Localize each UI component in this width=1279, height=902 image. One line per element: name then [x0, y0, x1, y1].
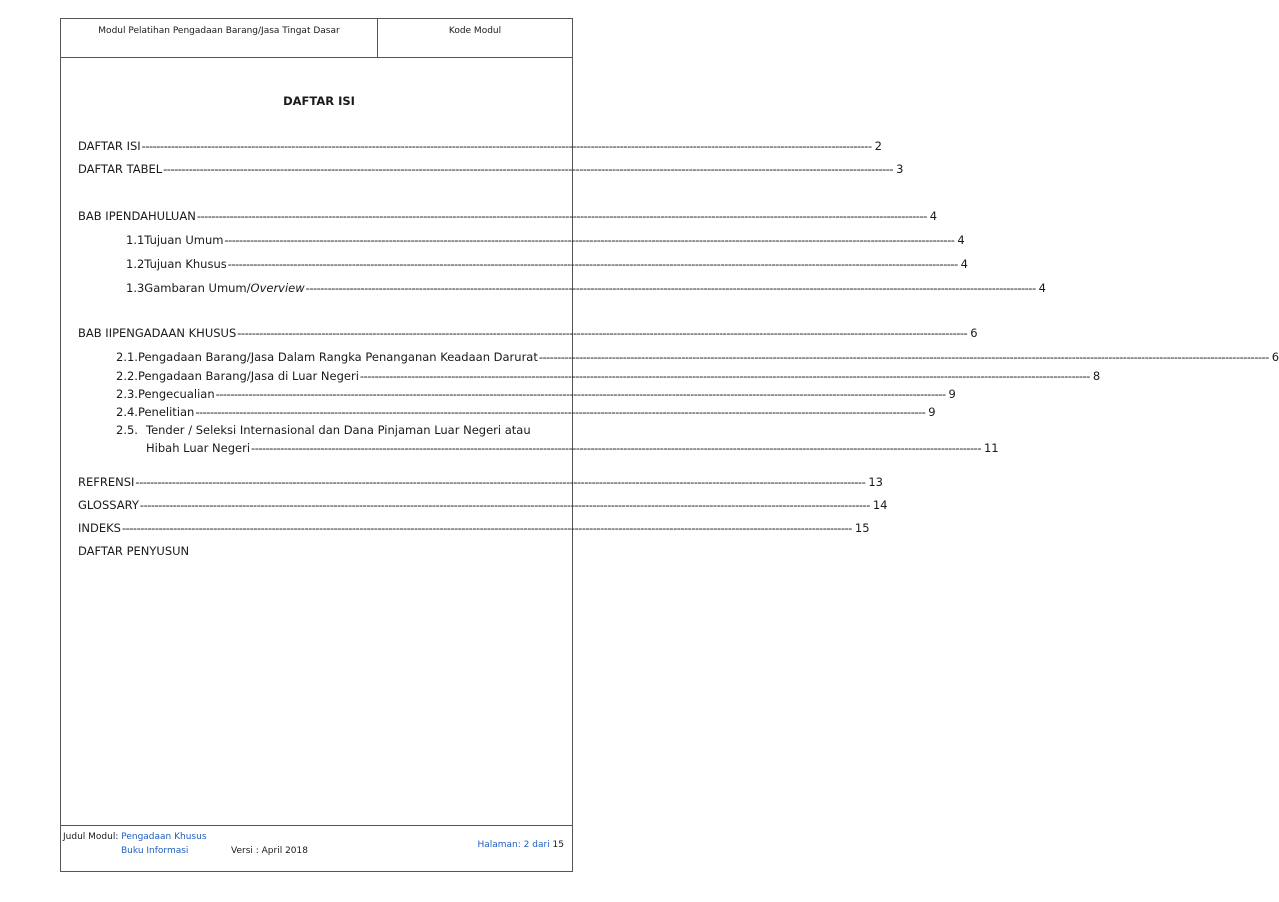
- halaman-total: 15: [552, 840, 564, 850]
- toc-entry-label: DAFTAR PENYUSUN: [78, 544, 190, 558]
- toc-leader: --------------------------------------------------------------------------------------------------------------------------------------------------------------------------------------------------------: [195, 405, 926, 419]
- toc-leader: --------------------------------------------------------------------------------------------------------------------------------------------------------------------------------------------------------: [538, 350, 1269, 364]
- module-title: Modul Pelatihan Pengadaan Barang/Jasa Tingat Dasar: [61, 19, 378, 57]
- toc-entry-page: 4: [929, 209, 938, 223]
- toc-entry[interactable]: [78, 498, 888, 514]
- toc-entry-page: 3: [896, 162, 904, 176]
- versi-label: Versi : April 2018: [231, 846, 308, 856]
- toc-entry-label: PENGADAAN KHUSUS: [112, 326, 237, 340]
- toc-entry-num: 2.5.: [116, 423, 138, 437]
- judul-value: Pengadaan Khusus: [121, 832, 207, 842]
- toc-entry[interactable]: [116, 423, 566, 439]
- halaman-label: Halaman: 2 dari: [477, 840, 550, 850]
- toc-entry-label: DAFTAR ISI: [78, 139, 141, 153]
- page-header: [61, 19, 572, 58]
- toc-entry[interactable]: [78, 162, 904, 178]
- toc-entry-label: Gambaran Umum/: [144, 281, 251, 295]
- toc-entry-bab: BAB I: [78, 209, 109, 223]
- toc-leader: --------------------------------------------------------------------------------------------------------------------------------------------------------------------------------------------------------: [359, 369, 1090, 383]
- page-footer: [61, 825, 572, 871]
- toc-entry-page: 9: [948, 387, 956, 401]
- toc-entry[interactable]: [116, 350, 1279, 366]
- toc-entry-num: 1.2: [126, 257, 145, 271]
- toc-entry-continued[interactable]: [146, 441, 999, 457]
- toc-entry-label: GLOSSARY: [78, 498, 139, 512]
- toc-entry-page: 13: [868, 475, 883, 489]
- toc-leader: --------------------------------------------------------------------------------------------------------------------------------------------------------------------------------------------------------: [141, 139, 872, 153]
- toc-entry-label: REFRENSI: [78, 475, 135, 489]
- toc-entry-page: 8: [1092, 369, 1101, 383]
- toc-entry-label: Pengecualian: [137, 387, 215, 401]
- buku-label: Buku Informasi: [121, 846, 189, 856]
- toc-entry[interactable]: [126, 257, 968, 273]
- toc-entry-label: Hibah Luar Negeri: [146, 441, 251, 455]
- toc-entry[interactable]: [78, 326, 978, 342]
- toc-entry[interactable]: [126, 281, 1046, 297]
- toc-entry[interactable]: [78, 475, 883, 491]
- toc-entry-label-em: Overview: [250, 281, 305, 295]
- toc-entry[interactable]: [78, 544, 378, 560]
- toc-entry-label: Tender / Seleksi Internasional dan Dana Pinjaman Luar Negeri atau: [146, 423, 531, 437]
- toc-entry-page: 4: [957, 233, 965, 247]
- toc-entry-bab: BAB II: [78, 326, 113, 340]
- toc-entry-num: 1.1: [126, 233, 145, 247]
- toc-entry-page: 11: [983, 441, 999, 455]
- toc-entry-num: 2.2.: [116, 369, 138, 383]
- toc-entry-label: DAFTAR TABEL: [78, 162, 163, 176]
- toc-entry[interactable]: [78, 521, 870, 537]
- toc-entry[interactable]: [116, 405, 936, 421]
- module-code: Kode Modul: [448, 26, 502, 36]
- toc-entry[interactable]: [116, 387, 956, 403]
- toc-entry-label: Pengadaan Barang/Jasa Dalam Rangka Penanganan Keadaan Darurat: [137, 350, 538, 364]
- toc-entry[interactable]: [126, 233, 965, 249]
- toc-entry-label: PENDAHULUAN: [108, 209, 196, 223]
- toc-entry-page: 6: [1271, 350, 1279, 364]
- toc-leader: --------------------------------------------------------------------------------------------------------------------------------------------------------------------------------------------------------: [237, 326, 968, 340]
- toc-leader: --------------------------------------------------------------------------------------------------------------------------------------------------------------------------------------------------------: [215, 387, 946, 401]
- toc-leader: --------------------------------------------------------------------------------------------------------------------------------------------------------------------------------------------------------: [224, 233, 955, 247]
- toc-leader: --------------------------------------------------------------------------------------------------------------------------------------------------------------------------------------------------------: [251, 441, 981, 455]
- toc-leader: --------------------------------------------------------------------------------------------------------------------------------------------------------------------------------------------------------: [121, 521, 852, 535]
- toc-leader: --------------------------------------------------------------------------------------------------------------------------------------------------------------------------------------------------------: [135, 475, 866, 489]
- toc-entry[interactable]: [78, 139, 882, 155]
- toc-entry[interactable]: [78, 209, 938, 225]
- toc-entry-label: Penelitian: [137, 405, 195, 419]
- toc-entry-num: 2.3.: [116, 387, 138, 401]
- toc-entry-label: INDEKS: [78, 521, 121, 535]
- toc-entry-label: Tujuan Khusus: [144, 257, 227, 271]
- toc-entry-label: Tujuan Umum: [144, 233, 224, 247]
- judul-label: Judul Modul:: [63, 832, 119, 842]
- toc-leader: --------------------------------------------------------------------------------------------------------------------------------------------------------------------------------------------------------: [139, 498, 870, 512]
- toc-entry-page: 15: [854, 521, 870, 535]
- toc-leader: --------------------------------------------------------------------------------------------------------------------------------------------------------------------------------------------------------: [227, 257, 958, 271]
- page-number: [477, 840, 564, 850]
- toc-leader: --------------------------------------------------------------------------------------------------------------------------------------------------------------------------------------------------------: [196, 209, 927, 223]
- toc-entry-num: 2.1.: [116, 350, 138, 364]
- toc-leader: --------------------------------------------------------------------------------------------------------------------------------------------------------------------------------------------------------: [305, 281, 1036, 295]
- toc-entry[interactable]: [116, 369, 1101, 385]
- toc-entry-label: Pengadaan Barang/Jasa di Luar Negeri: [137, 369, 359, 383]
- toc-entry-page: 14: [872, 498, 888, 512]
- footer-judul: [63, 832, 207, 842]
- toc-entry-page: 4: [960, 257, 968, 271]
- toc-leader: --------------------------------------------------------------------------------------------------------------------------------------------------------------------------------------------------------: [163, 162, 894, 176]
- toc-entry-page: 6: [970, 326, 978, 340]
- toc-entry-page: 2: [874, 139, 882, 153]
- toc-title: DAFTAR ISI: [283, 94, 355, 108]
- toc-entry-num: 2.4.: [116, 405, 138, 419]
- toc-entry-num: 1.3: [126, 281, 145, 295]
- toc-entry-page: 4: [1038, 281, 1046, 295]
- toc-entry-page: 9: [928, 405, 936, 419]
